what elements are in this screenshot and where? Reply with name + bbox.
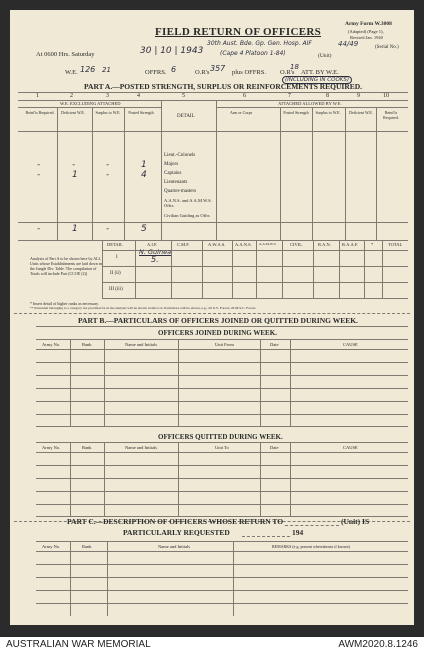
form-title: FIELD RETURN OF OFFICERS [155,26,322,38]
ors-label: O.R's [195,69,210,76]
column-heading: Surplus to W.E. [95,110,121,115]
detail-col-header: CIVIL. [290,242,304,247]
detail-col-header: R.A.A.F. [342,242,359,247]
fill-line [285,525,339,526]
joined-col-header: Rank [82,342,92,347]
rule [202,240,203,298]
part-c-col-header: Army No. [42,544,61,549]
return-date: 30 | 10 | 1943 [140,46,204,56]
rule [36,388,408,389]
quitted-col-header: Name and Initials [125,445,157,450]
column-number: 10 [383,93,389,99]
we-value: 126 [80,65,96,74]
column-number: 8 [326,93,329,99]
column-number: 9 [357,93,360,99]
detail-col-header: TOTAL [388,242,403,247]
hw-total: 1 [72,224,78,234]
attached-header: ATTACHED ALLOWED BY W.E. [278,101,342,106]
ors2-label: O.R's [280,69,295,76]
rank-label: A.A.N.S. and A.A.M.W.S. Offrs. [164,198,212,208]
archive-name: AUSTRALIAN WAR MEMORIAL [6,639,151,650]
rule [36,339,408,340]
footnote: ** Personnel belonging to a category not provided for in the analysis will be shown in this Col. Particulars will be shown, e.g., 20 U.S. Forces; 20 M.S.C. Forces [30,306,256,310]
column-heading: Deficient W.E. [61,110,85,115]
joined-col-header: Army No. [42,342,61,347]
rule [36,362,408,363]
offrs-label: OFFRS. [145,69,167,76]
rule [36,442,408,443]
rank-label: Lieutenants [164,180,188,185]
rule [70,541,71,616]
rule [36,564,408,565]
form-reference: (Adapted) (Page 1), [348,29,384,34]
rule [233,541,234,616]
hw-entry: - [37,170,41,180]
part-c-col-header: Name and Initials [158,544,190,549]
column-heading: Reinf'ts Required. [25,110,55,115]
rule [36,491,408,492]
hw-total: - [106,224,110,234]
hw-entry: - [106,170,110,180]
serial-no-label: (Serial No.) [375,45,399,50]
column-number: 2 [70,93,73,99]
serial-number: 44/49 [338,40,359,48]
rule [382,240,383,298]
detail-col-header: DETAIL [107,242,123,247]
joined-col-header: Unit From [215,342,234,347]
detail-col-header: A.I.F. [147,242,158,247]
column-heading: Posted Strength [283,110,309,115]
rule [102,240,103,298]
rank-label: Captains [164,171,182,176]
rule [18,92,408,93]
rule [260,442,261,516]
column-number: 4 [137,93,140,99]
detail-row-label: II (ii) [110,271,121,276]
form-sheet [10,10,414,625]
rule [92,107,93,240]
unit-name: 30th Aust. Bde. Gp. Gen. Hosp. AIF [207,40,312,47]
column-number: 6 [243,93,246,99]
rule [18,131,408,132]
rule [345,107,346,240]
rule [36,551,408,552]
detail-col-header: A.A.M.W.S. [259,242,277,246]
joined-title: OFFICERS JOINED DURING WEEK. [158,329,277,337]
rule [312,107,313,240]
detail-row-label: III (iii) [109,287,123,292]
form-reference: Revised Jan. 1940 [350,35,383,40]
hw-entry: 4 [141,170,147,180]
rule [36,577,408,578]
detail-row-label: I [116,255,118,260]
rule [36,414,408,415]
part-c-col-header: Rank [82,544,92,549]
part-c-title: PART C.—DESCRIPTION OF OFFICERS WHOSE RETURN TO [67,517,284,526]
rule [104,339,105,426]
hw-entry: 1 [141,160,147,170]
rule [178,339,179,426]
rule [280,107,281,240]
hw-entry: - [37,160,41,170]
rule [36,478,408,479]
rule [124,107,125,240]
rank-label: Quarter-masters [164,189,197,194]
section-divider [14,313,410,314]
part-c-requested: PARTICULARLY REQUESTED [123,528,230,537]
rank-label: Majors [164,162,179,167]
we-value-2: 21 [102,66,111,74]
part-b-title: PART B.—PARTICULARS OF OFFICERS JOINED OR QUITTED DURING WEEK. [78,316,358,325]
part-c-year: 194 [292,528,304,537]
part-c-col-header: REMARKS (e.g. present whereabouts if known) [272,544,350,549]
rule [339,240,340,298]
archive-footer [0,637,424,653]
quitted-title: OFFICERS QUITTED DURING WEEK. [158,433,283,441]
part-a-title: PART A.—POSTED STRENGTH, SURPLUS OR REINFORCEMENTS REQUIRED. [84,82,363,91]
rule [102,282,408,283]
joined-col-header: CAUSE [343,342,358,347]
att-by-we-label: ATT. BY W.E. [301,69,339,76]
fill-line [242,536,290,537]
column-heading: Posted Strength [128,110,154,115]
ors-value: 357 [210,64,226,73]
rule [57,107,58,240]
quitted-col-header: Unit To [215,445,229,450]
hw-total: - [37,224,41,234]
rule [135,240,136,298]
we-excluding-header: W.E. EXCLUDING ATTACHED [60,101,121,106]
hw-entry: - [106,160,110,170]
rule [36,590,408,591]
rule [171,240,172,298]
rule [364,240,365,298]
detail-col-header: A.A.N.S. [235,242,252,247]
quitted-col-header: Rank [82,445,92,450]
rule [107,541,108,616]
column-number: 1 [36,93,39,99]
rule [36,603,408,604]
archive-reference: AWM2020.8.1246 [338,639,418,650]
hw-aif-entry: N. Guinea [139,248,172,256]
hw-entry: - [72,160,76,170]
rule [232,240,233,298]
rule [36,452,408,453]
form-reference: Army Form W.3008 [345,21,392,27]
rule [256,240,257,298]
rule [102,298,408,299]
rule [36,541,408,542]
column-heading: Reinf'ts Required. [383,110,399,120]
rule [36,326,408,327]
detail-col-header: R.A.N. [318,242,331,247]
plus-offrs-label: plus OFFRS. [232,69,266,76]
including-note: (INCLUDING IN COOKS) [282,76,352,84]
hw-aif-entry: 5. [151,255,159,264]
rule [36,349,408,350]
rule [36,504,408,505]
rule [216,100,217,240]
rule [18,107,161,108]
hw-entry: 1 [72,170,78,180]
column-number: 7 [288,93,291,99]
rule [70,339,71,426]
rule [70,442,71,516]
rule [102,266,408,267]
hw-total: 5 [141,224,147,234]
rank-label: Civilian Guiding as Offrs [164,213,210,218]
detail-header: DETAIL [177,114,195,119]
offrs-value: 6 [171,65,177,74]
rule [282,240,283,298]
column-number: 3 [106,93,109,99]
rule [36,426,408,427]
footnote: * Insert detail of higher ranks as necessary. [30,301,99,306]
column-number: 5 [182,93,185,99]
rule [161,100,162,240]
rule [376,107,377,240]
ors2-value: 18 [290,63,299,71]
detail-col-header: C.M.F. [177,242,190,247]
unit-name: (Cape 4 Platoon 1-84) [220,50,286,57]
detail-col-header: A.W.A.S. [208,242,226,247]
rule [18,222,408,223]
quitted-col-header: Army No. [42,445,61,450]
rule [36,401,408,402]
joined-col-header: Name and Initials [125,342,157,347]
we-label: W.E. [65,69,78,76]
column-heading: Arm or Corps [230,110,253,115]
rule [290,442,291,516]
at-hours-label: At 0600 Hrs. Saturday [36,51,95,58]
rule [36,465,408,466]
analysis-note: Analysis of Part A to be shown here by ALL Units whose Establishments are laid down in the Jungle Div. Table. The compilation of Totals will include Part (CCOE (2)) [30,256,102,276]
detail-col-header: * [371,242,374,247]
part-c-unit: (Unit) IS [341,517,370,526]
quitted-col-header: CAUSE [343,445,358,450]
rule [178,442,179,516]
rule [260,339,261,426]
rule [313,240,314,298]
rule [290,339,291,426]
quitted-col-header: Date [270,445,279,450]
column-heading: Deficient W.E. [349,110,373,115]
rule [104,442,105,516]
rule [36,375,408,376]
rank-label: Lieut.-Colonels [164,153,196,158]
rule [18,240,408,241]
unit-label: (Unit) [318,53,332,59]
joined-col-header: Date [270,342,279,347]
column-heading: Surplus to W.E. [315,110,341,115]
